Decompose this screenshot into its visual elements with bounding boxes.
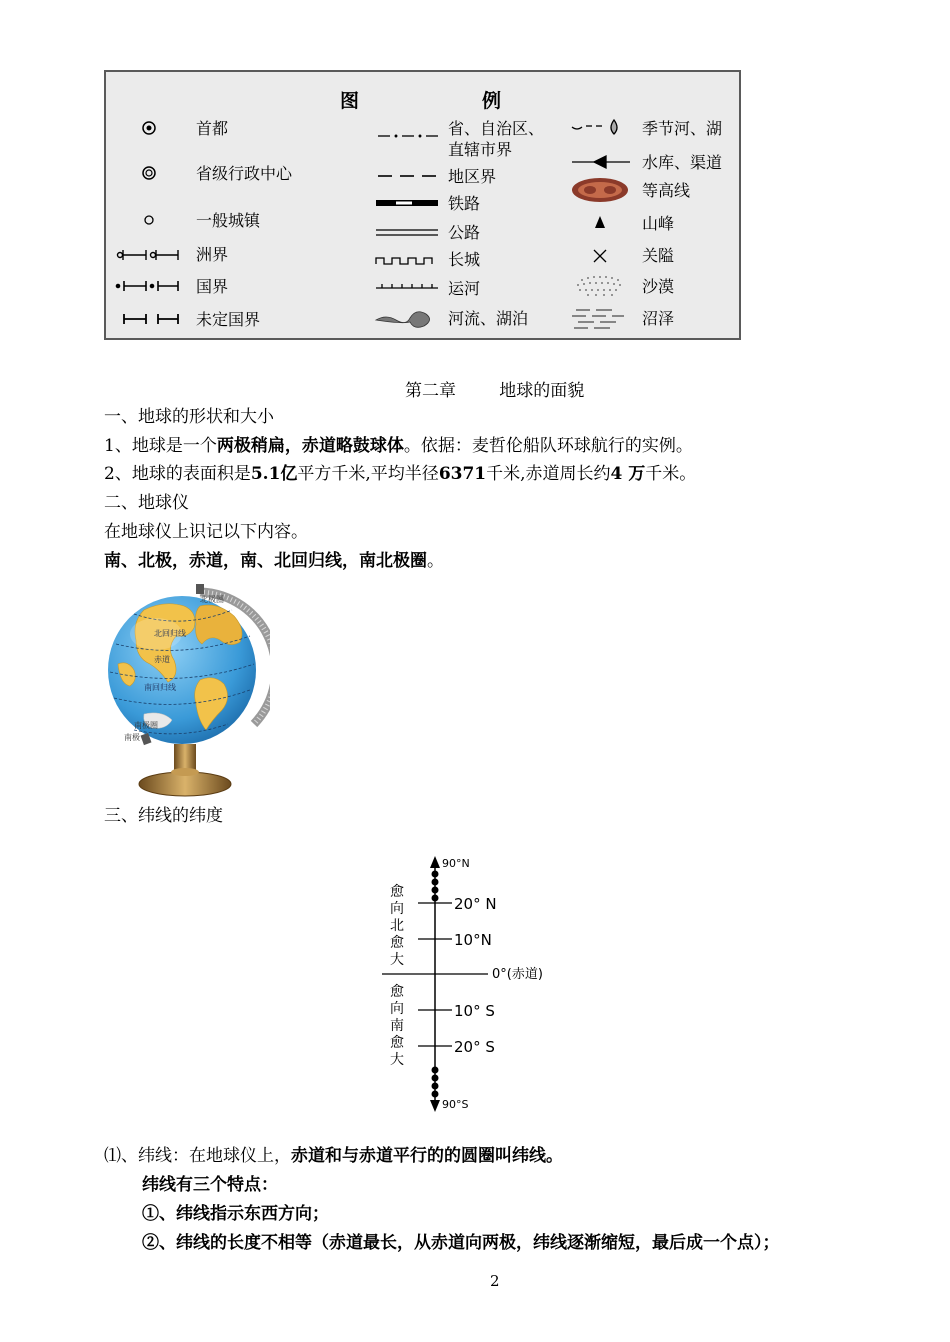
north-vertical-text: [390, 884, 404, 968]
latitude-label-equator: 0°(赤道): [492, 967, 543, 982]
latitude-label-90n: 90°N: [442, 857, 470, 870]
north-char: 愈: [390, 935, 404, 951]
section-heading-globe: 二、地球仪: [104, 493, 189, 513]
legend-item-province-boundary: 省、自治区、 直辖市界: [448, 119, 545, 159]
south-char: 大: [390, 1052, 404, 1068]
legend-title-left: 图: [340, 90, 360, 112]
legend-item-river-lake: 河流、湖泊: [448, 309, 529, 328]
legend-item-undefined-boundary: 未定国界: [196, 310, 261, 329]
bold-text-run: 两极稍扁，赤道略鼓球体: [216, 436, 404, 456]
legend-item-town: 一般城镇: [196, 211, 261, 230]
river-lake-symbol: [376, 312, 430, 328]
legend-item-province-center: 省级行政中心: [196, 164, 293, 183]
text-run: 平方千米,平均半径: [297, 464, 439, 484]
paragraph-globe-items: [104, 549, 444, 573]
bold-text-run: 6371: [438, 464, 487, 484]
country-boundary-symbol: [117, 281, 179, 291]
paragraph-earth-shape: [104, 434, 693, 458]
legend-item-mountain-peak: 山峰: [642, 214, 675, 233]
railway-symbol: [376, 200, 438, 206]
map-legend: [104, 70, 741, 340]
text-run: 千米,赤道周长约: [486, 464, 611, 484]
globe-label-tropic-capricorn: 南回归线: [144, 683, 176, 692]
great-wall-symbol: [376, 258, 432, 264]
legend-item-marsh: 沼泽: [642, 309, 675, 328]
paragraph-latitude-definition: [104, 1144, 563, 1168]
contour-line-symbol: [572, 178, 628, 202]
legend-item-seasonal-river: 季节河、湖: [642, 119, 723, 138]
legend-item-district-boundary: 地区界: [448, 167, 497, 186]
north-char: 愈: [390, 884, 404, 900]
legend-item-contour-line: 等高线: [642, 181, 691, 200]
text-run: 千米。: [645, 464, 697, 484]
south-vertical-text: [390, 984, 404, 1068]
south-char: 向: [390, 1001, 404, 1017]
text-run: ⑴、纬线：在地球仪上，: [104, 1146, 291, 1166]
latitude-diagram: [380, 850, 580, 1120]
reservoir-channel-symbol: [572, 156, 630, 168]
legend-item-canal: 运河: [448, 279, 481, 298]
province-center-symbol: [143, 167, 155, 179]
north-char: 北: [390, 918, 404, 934]
latitude-label-20s: 20° S: [454, 1038, 495, 1056]
north-char: 向: [390, 901, 404, 917]
paragraph-earth-size: [104, 462, 696, 486]
bold-text-run: 4 万: [610, 464, 646, 484]
text-run: 1、地球是一个: [104, 436, 217, 456]
latitude-label-10s: 10° S: [454, 1002, 495, 1020]
bold-text-run: 南、北极，赤道，南、北回归线，南北极圈: [104, 551, 427, 571]
legend-item-capital: 首都: [196, 119, 229, 138]
town-symbol: [145, 216, 153, 224]
text-run: 。: [427, 551, 444, 571]
globe-label-arctic-circle: 北极圈: [200, 595, 224, 604]
province-boundary-symbol: [378, 135, 438, 137]
highway-symbol: [376, 230, 438, 235]
chapter-title: 第二章 地球的面貌: [405, 381, 585, 401]
pass-symbol: [594, 250, 606, 262]
continent-boundary-symbol: [118, 250, 179, 260]
globe-illustration: [104, 584, 270, 802]
paragraph-latitude-features: 纬线有三个特点：: [142, 1175, 278, 1195]
globe-label-equator: 赤道: [154, 655, 170, 664]
globe-label-tropic-cancer: 北回归线: [154, 629, 186, 638]
legend-title-right: 例: [482, 90, 502, 112]
latitude-label-90s: 90°S: [442, 1098, 469, 1111]
globe-label-south-pole: 南极: [124, 733, 140, 742]
legend-item-highway: 公路: [448, 223, 481, 242]
marsh-symbol: [572, 310, 624, 328]
globe-label-antarctic-circle: 南极圈: [134, 721, 158, 730]
bold-text-run: 5.1亿: [250, 464, 298, 484]
legend-item-country-boundary: 国界: [196, 277, 229, 296]
legend-item-continent-boundary: 洲界: [196, 245, 229, 264]
south-char: 愈: [390, 984, 404, 1000]
section-heading-shape-size: 一、地球的形状和大小: [104, 407, 274, 427]
text-run: 2、地球的表面积是: [104, 464, 251, 484]
legend-item-great-wall: 长城: [448, 250, 481, 269]
page-number: 2: [490, 1272, 500, 1290]
legend-item-reservoir-channel: 水库、渠道: [642, 153, 723, 172]
paragraph-globe-intro: 在地球仪上识记以下内容。: [104, 522, 308, 542]
paragraph-feature-1: ①、纬线指示东西方向；: [142, 1204, 329, 1224]
north-char: 大: [390, 952, 404, 968]
legend-item-railway: 铁路: [448, 194, 481, 213]
undefined-boundary-symbol: [124, 314, 178, 324]
legend-symbols: [106, 72, 743, 342]
latitude-label-10n: 10°N: [454, 931, 492, 949]
desert-symbol: [577, 276, 621, 296]
south-char: 愈: [390, 1035, 404, 1051]
text-run: 。依据：麦哲伦船队环球航行的实例。: [403, 436, 693, 456]
section-heading-latitude: 三、纬线的纬度: [104, 806, 223, 826]
canal-symbol: [376, 284, 438, 288]
legend-item-desert: 沙漠: [642, 277, 675, 296]
mountain-peak-symbol: [595, 216, 605, 228]
latitude-label-20n: 20° N: [454, 895, 497, 913]
seasonal-river-symbol: [572, 120, 617, 134]
south-char: 南: [390, 1018, 404, 1034]
legend-item-pass: 关隘: [642, 246, 675, 265]
bold-text-run: 赤道和与赤道平行的的圆圈叫纬线。: [291, 1146, 563, 1166]
capital-symbol: [143, 122, 155, 134]
paragraph-feature-2: ②、纬线的长度不相等（赤道最长，从赤道向两极，纬线逐渐缩短，最后成一个点）；: [142, 1233, 780, 1253]
